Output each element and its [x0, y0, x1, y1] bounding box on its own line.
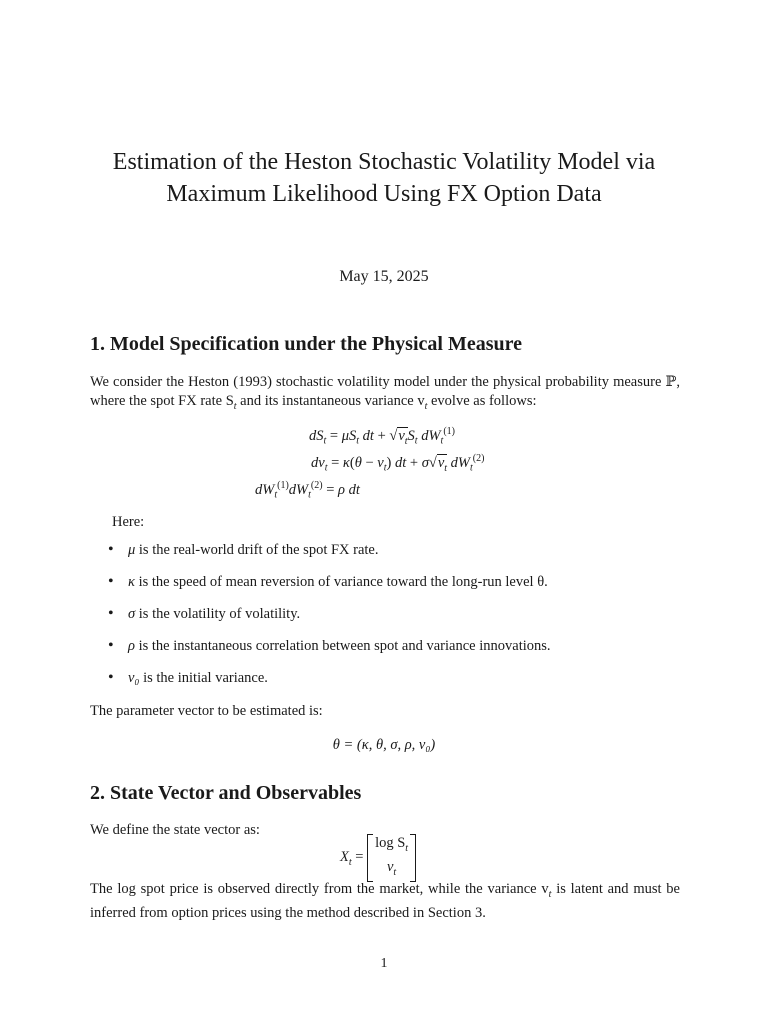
list-item: • σ is the volatility of volatility. — [108, 604, 688, 636]
parameter-vector-equation: θ = (κ, θ, σ, ρ, v₀) — [332, 737, 436, 753]
paper-title: Estimation of the Heston Stochastic Volatility Model via Maximum Likelihood Using FX Option Data — [112, 149, 656, 207]
parameter-list — [108, 540, 688, 700]
paper-date: May 15, 2025 — [339, 268, 429, 285]
page-number: 1 — [380, 956, 388, 971]
equation-variance-dynamics: $dv_t = \kappa(\theta - v_t)$ dt + $\sigma√v_t$ $dW_t^{(2)}$ — [311, 453, 485, 474]
section-2-heading: 2. State Vector and Observables — [90, 782, 362, 804]
section-1-heading: 1. Model Specification under the Physical Measure — [90, 333, 523, 355]
section-1-intro: We consider the Heston (1993) stochastic volatility model under the physical probability measure ℙ, where the spot FX rate $S_t$ and its instantaneous variance $v_t$ evolve as follows: — [90, 374, 680, 412]
equation-spot-dynamics: $dS_t = \mu S_t$ dt + $√v_tS_t$ $dW_t^{(1)}$ — [309, 426, 455, 447]
list-item: • ρ is the instantaneous correlation between spot and variance innovations. — [108, 636, 688, 668]
list-item: • κ is the speed of mean reversion of variance toward the long-run level θ. — [108, 572, 688, 604]
list-item: • v₀ is the initial variance. — [108, 668, 688, 700]
state-matrix: $\log S_t$ $v_t$ — [367, 834, 416, 882]
here-label: Here: — [112, 514, 145, 530]
state-vector-text: We define the state vector as: — [90, 822, 260, 838]
parameter-vector-text: The parameter vector to be estimated is: — [90, 703, 323, 719]
equation-correlation: $dW_t^{(1)}dW_t^{(2)} = \rho$ dt — [255, 480, 360, 501]
list-item: • μ is the real-world drift of the spot FX rate. — [108, 540, 688, 572]
state-vector-equation: $X_t$ = $\log S_t$ $v_t$ — [340, 834, 416, 882]
observables-text: The log spot price is observed directly from the market, while the variance $v_t$ is latent and must be inferred from option prices using the method described in Section 3. — [90, 881, 680, 921]
